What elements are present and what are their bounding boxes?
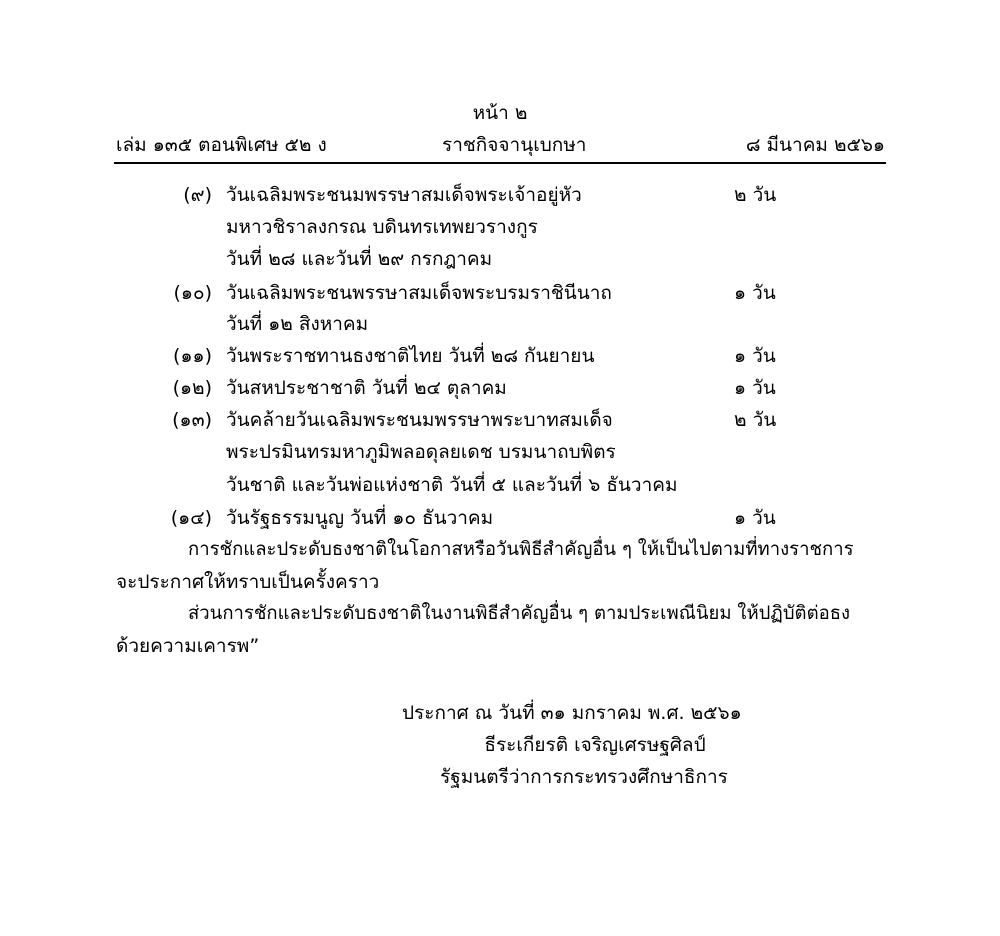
volume-info: เล่ม ๑๓๕ ตอนพิเศษ ๕๒ ง: [116, 134, 327, 156]
page-number: หน้า ๒: [472, 102, 528, 124]
announcement-date: ประกาศ ณ วันที่ ๓๑ มกราคม พ.ศ. ๒๕๖๑: [402, 702, 742, 724]
item-text-line: มหาวชิราลงกรณ บดินทรเทพยวรางกูร: [226, 216, 538, 238]
item-days: ๒ วัน: [734, 409, 777, 431]
paragraph-line: การชักและประดับธงชาติในโอกาสหรือวันพิธีสำคัญอื่น ๆ ให้เป็นไปตามที่ทางราชการ: [188, 539, 854, 560]
paragraph-line: จะประกาศให้ทราบเป็นครั้งคราว: [116, 571, 380, 593]
item-text-line: วันที่ ๒๘ และวันที่ ๒๙ กรกฎาคม: [226, 248, 493, 270]
paragraph-line: ส่วนการชักและประดับธงชาติในงานพิธีสำคัญอื่น ๆ ตามประเพณีนิยม ให้ปฏิบัติต่อธง: [188, 603, 851, 624]
item-days: ๑ วัน: [734, 377, 776, 399]
item-number: (๑๔): [170, 507, 212, 529]
item-number: (๙): [183, 184, 212, 206]
item-days: ๒ วัน: [734, 184, 777, 206]
item-number: (๑๓): [172, 409, 212, 431]
item-text-line: วันคล้ายวันเฉลิมพระชนมพรรษาพระบาทสมเด็จ: [226, 409, 613, 431]
header-date: ๘ มีนาคม ๒๕๖๑: [745, 134, 885, 156]
signatory-position: รัฐมนตรีว่าการกระทรวงศึกษาธิการ: [440, 766, 728, 788]
signatory-name: ธีระเกียรติ เจริญเศรษฐศิลป์: [484, 734, 706, 756]
item-text-line: วันสหประชาชาติ วันที่ ๒๔ ตุลาคม: [226, 377, 507, 399]
item-text-line: วันเฉลิมพระชนพรรษาสมเด็จพระบรมราชินีนาถ: [226, 282, 612, 304]
gazette-title: ราชกิจจานุเบกษา: [442, 134, 587, 156]
item-text-line: วันชาติ และวันพ่อแห่งชาติ วันที่ ๕ และวันที่ ๖ ธันวาคม: [226, 474, 678, 496]
item-number: (๑๑): [173, 345, 212, 367]
item-text-line: วันรัฐธรรมนูญ วันที่ ๑๐ ธันวาคม: [226, 507, 494, 529]
item-days: ๑ วัน: [734, 507, 776, 529]
item-text-line: วันที่ ๑๒ สิงหาคม: [226, 313, 369, 335]
item-text-line: วันพระราชทานธงชาติไทย วันที่ ๒๘ กันยายน: [226, 345, 595, 367]
header-rule: [114, 162, 886, 164]
paragraph-line: ด้วยความเคารพ”: [116, 635, 260, 657]
item-days: ๑ วัน: [734, 282, 776, 304]
item-number: (๑๐): [173, 282, 212, 304]
item-days: ๑ วัน: [734, 345, 776, 367]
item-text-line: วันเฉลิมพระชนมพรรษาสมเด็จพระเจ้าอยู่หัว: [226, 184, 582, 206]
item-number: (๑๒): [172, 377, 212, 399]
item-text-line: พระปรมินทรมหาภูมิพลอดุลยเดช บรมนาถบพิตร: [226, 441, 616, 463]
